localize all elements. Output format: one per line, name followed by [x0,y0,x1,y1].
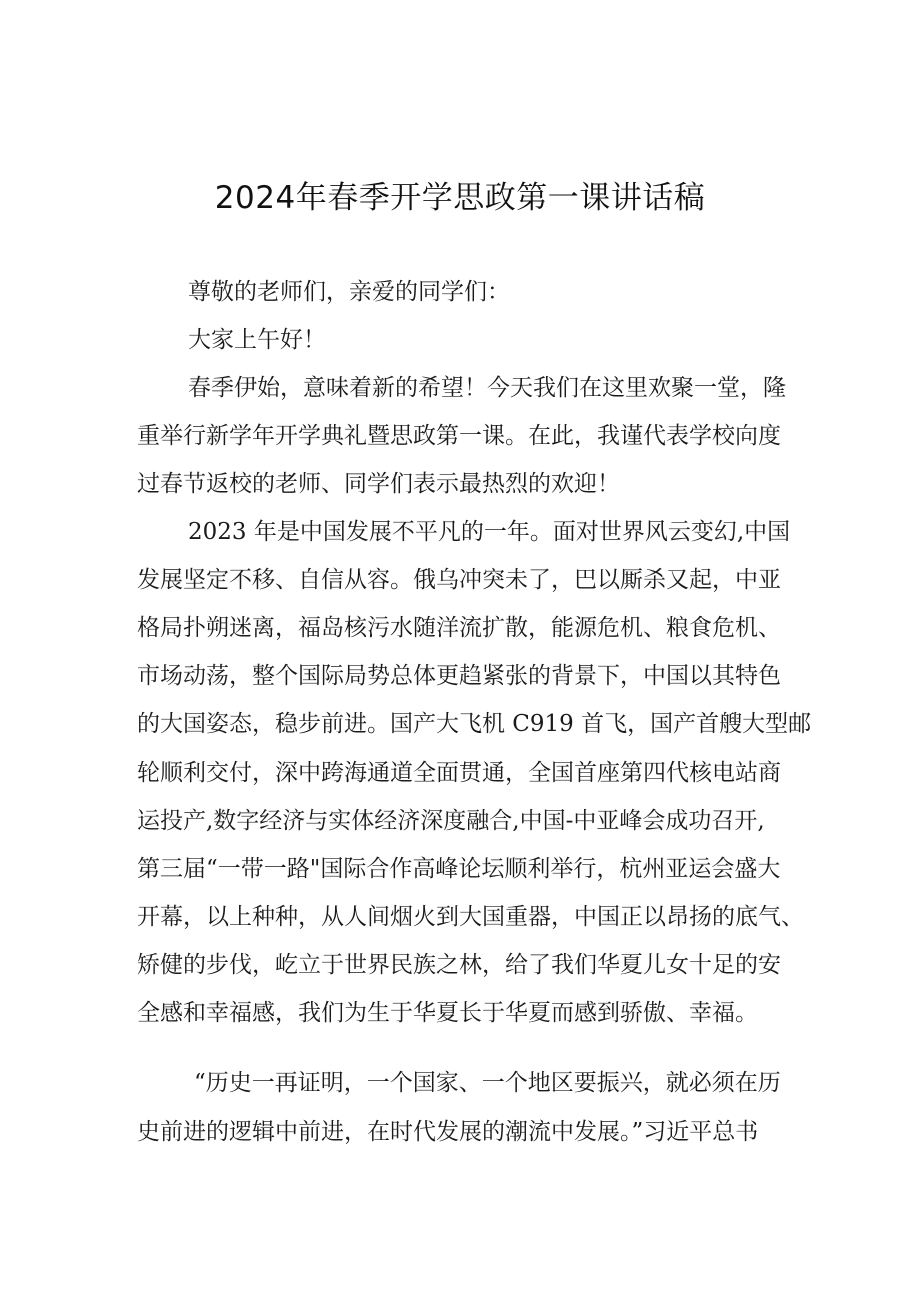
paragraph-line: 第三届“一带一路"国际合作高峰论坛顺利举行，杭州亚运会盛大 [137,856,781,882]
paragraph-line: 春季伊始，意味着新的希望！今天我们在这里欢聚一堂，隆 [188,375,786,401]
paragraph-line: 运投产,数字经济与实体经济深度融合,中国-中亚峰会成功召开, [137,808,765,834]
document-title: 2024年春季开学思政第一课讲话稿 [214,180,706,216]
paragraph-line: 史前进的逻辑中前进，在时代发展的潮流中发展。”习近平总书 [137,1119,759,1145]
paragraph-line: 全感和幸福感，我们为生于华夏长于华夏而感到骄傲、幸福。 [137,1000,758,1026]
paragraph-line: 开幕，以上种种，从人间烟火到大国重器，中国正以昂扬的底气、 [137,904,804,930]
paragraph-line: 2023 年是中国发展不平凡的一年。面对世界风云变幻,中国 [188,519,791,545]
salutation: 尊敬的老师们，亲爱的同学们： [188,279,510,305]
paragraph-line: 重举行新学年开学典礼暨思政第一课。在此，我谨代表学校向度 [137,423,781,449]
paragraph-line: 格局扑朔迷离，福岛核污水随洋流扩散，能源危机、粮食危机、 [137,615,781,641]
paragraph-line: 过春节返校的老师、同学们表示最热烈的欢迎！ [137,471,620,497]
paragraph-line: “历史一再证明，一个国家、一个地区要振兴，就必须在历 [194,1070,781,1096]
greeting: 大家上午好！ [188,327,326,353]
paragraph-line: 轮顺利交付，深中跨海通道全面贯通，全国首座第四代核电站商 [137,760,781,786]
paragraph-line: 的大国姿态，稳步前进。国产大飞机 C919 首飞，国产首艘大型邮 [137,711,812,737]
paragraph-line: 市场动荡，整个国际局势总体更趋紧张的背景下，中国以其特色 [137,663,781,689]
paragraph-line: 矫健的步伐，屹立于世界民族之林，给了我们华夏儿女十足的安 [137,952,781,978]
paragraph-line: 发展坚定不移、自信从容。俄乌冲突未了，巴以厮杀又起，中亚 [137,567,781,593]
